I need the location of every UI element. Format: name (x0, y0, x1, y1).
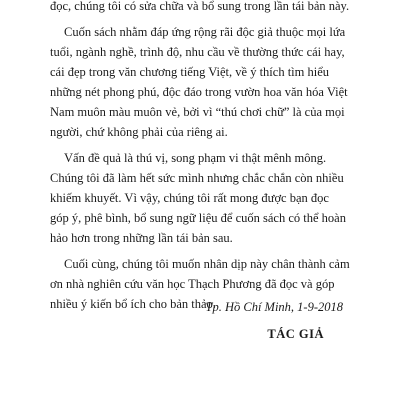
signature-place-date: Tp. Hồ Chí Minh, 1-9-2018 (205, 300, 343, 314)
preface-body (50, 0, 350, 314)
paragraph-continued: đọc, chúng tôi có sửa chữa và bổ sung trong lần tái bản này. (50, 0, 350, 13)
signature-author: TÁC GIẢ (267, 327, 324, 341)
paragraph-audience: Cuốn sách nhằm đáp ứng rộng rãi độc giả thuộc mọi lứa tuổi, ngành nghề, trình độ, nhu cầu về thường thức cái hay, cái đẹp trong văn chương tiếng Việt, về ý thích tìm hiểu những nét phong phú, độc đáo trong vườn hoa văn hóa Việt Nam muôn màu muôn vẻ, bởi vì “thú chơi chữ” là của mọi người, chứ không phải của riêng ai. (50, 25, 348, 139)
paragraph-thanks: Cuối cùng, chúng tôi muốn nhân dịp này chân thành cảm ơn nhà nghiên cứu văn học Thạch Phương đã đọc và góp nhiều ý kiến bổ ích cho bản thảo. (50, 257, 350, 311)
paragraph-scope: Vấn đề quả là thú vị, song phạm vi thật mênh mông. Chúng tôi đã làm hết sức mình nhưng chắc chắn còn nhiều khiếm khuyết. Vì vậy, chúng tôi rất mong được bạn đọc góp ý, phê bình, bổ sung ngữ liệu để cuốn sách có thể hoàn hảo hơn trong những lần tái bản sau. (50, 151, 346, 245)
